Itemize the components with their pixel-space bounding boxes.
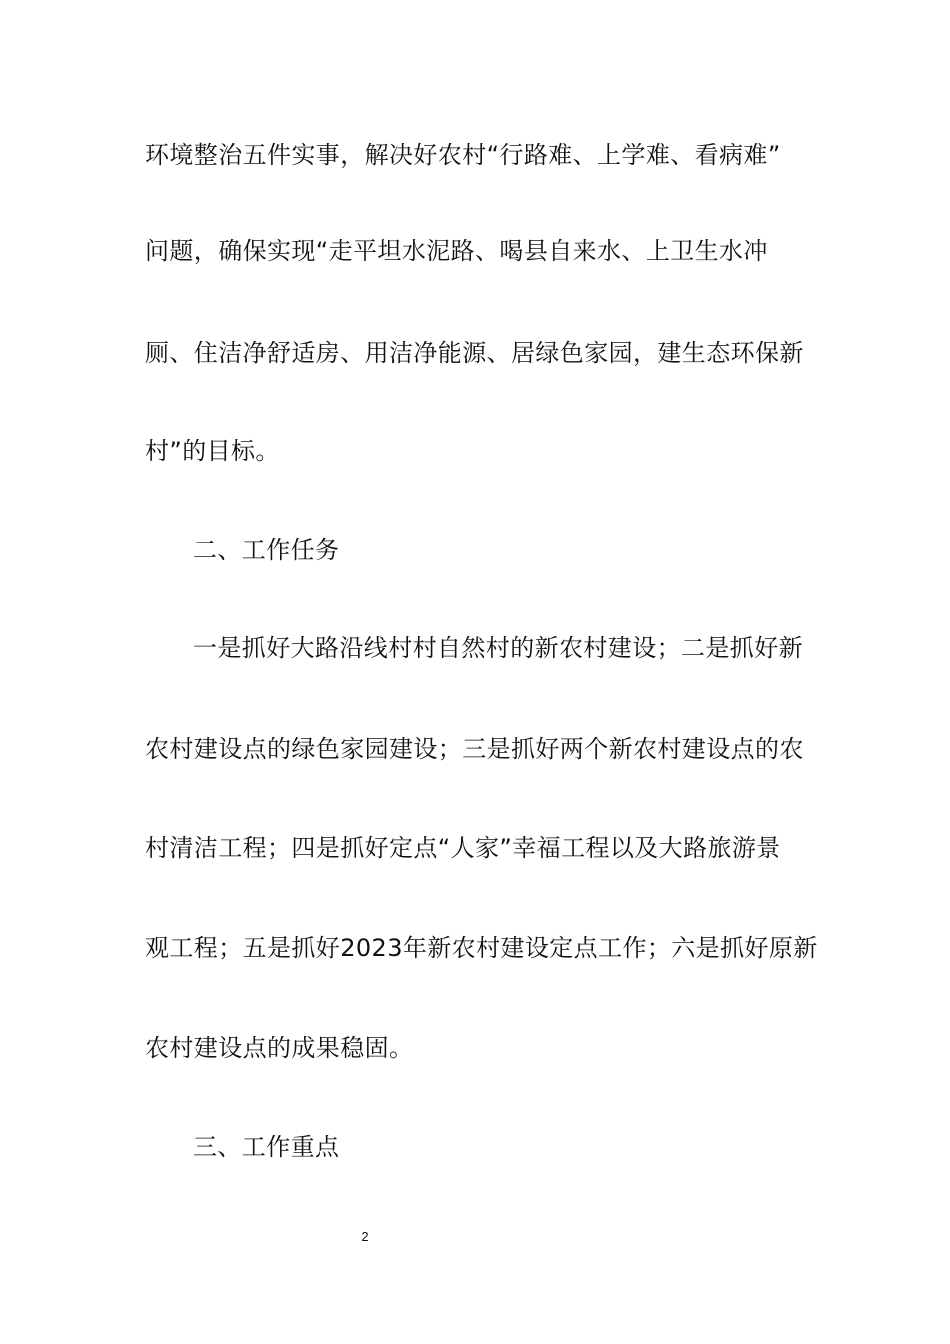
page-number: 2 (361, 1229, 369, 1244)
section-heading: 三、工作重点 (193, 1133, 340, 1161)
text-line: 村”的目标。 (145, 437, 280, 465)
text-line: 厕、住洁净舒适房、用洁净能源、居绿色家园，建生态环保新 (145, 339, 804, 367)
text-line: 问题，确保实现“走平坦水泥路、喝县自来水、上卫生水冲 (145, 237, 768, 265)
text-line: 农村建设点的成果稳固。 (145, 1034, 414, 1062)
text-line: 村清洁工程；四是抓好定点“人家”幸福工程以及大路旅游景 (145, 834, 781, 862)
section-heading: 二、工作任务 (193, 536, 340, 564)
text-line: 农村建设点的绿色家园建设；三是抓好两个新农村建设点的农 (145, 735, 804, 763)
text-line: 观工程；五是抓好2023年新农村建设定点工作；六是抓好原新 (145, 934, 818, 962)
text-line: 一是抓好大路沿线村村自然村的新农村建设；二是抓好新 (193, 634, 803, 662)
text-line: 环境整治五件实事，解决好农村“行路难、上学难、看病难” (145, 141, 781, 169)
